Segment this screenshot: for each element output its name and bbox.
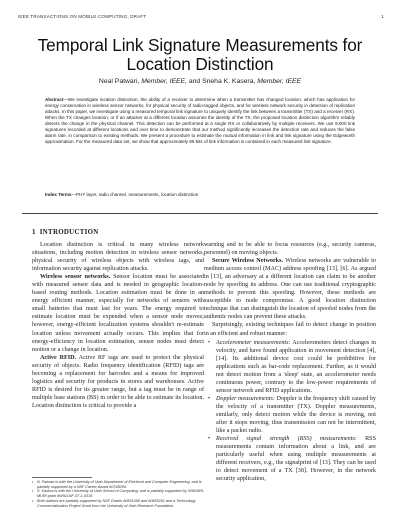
doppler-text: Doppler is the frequency shift caused by the velocity of a transmitter (TX). Doppler measurements, similarly, only detect motion while the device is moving, not after it stops moving, thus transmission can not be intermittent, like a packet radio. [216, 395, 376, 435]
technique-list [204, 339, 376, 484]
author-line [20, 78, 380, 85]
section-heading-introduction [32, 229, 99, 236]
title-line-2: Location Distinction [126, 54, 274, 74]
footnote-divider [32, 477, 92, 478]
footnote-patwari: • N. Patwari is with the University of Utah Department of Electrical and Computer Engineering, and is partially supported by a NSF Career Award #0748206. [32, 480, 202, 489]
sensor-network-paragraph [32, 273, 204, 353]
abstract-label: Abstract [45, 97, 64, 102]
footnotes [32, 480, 204, 508]
footnote-grants: • Both authors are partially supported by NSF Grants #0831490 and #0855261 and a Technology Commercialization Project Grant from the University of Utah Research Foundation. [32, 498, 196, 508]
list-item-doppler: • Doppler measurements: Doppler is the frequency shift caused by the velocity of a transmitter (TX). Doppler measurements, similarly, only detect motion while the device is moving, not after it stops moving, thus transmission can not be intermittent, like a packet radio. [208, 395, 376, 435]
rfid-continuation: warning and to be able to focus resources (e.g., security cameras, personnel) on moving objects. [204, 242, 376, 257]
index-terms-text: —PHY layer, radio channel, measurements, location distinction [71, 192, 199, 197]
doppler-head: Doppler measurements: [216, 395, 275, 402]
journal-name: IEEE TRANSACTIONS ON MOBILE COMPUTING, DRAFT [18, 14, 147, 19]
index-terms [45, 192, 355, 198]
abstract-text: —We investigate location distinction, the ability of a receiver to determine when a transmitter has changed location, which has application for energy conservation in wireless sensor networks, for physical security of radio-tagged objects, and for wireless network security in detection of replication attacks. In this paper, we investigate using a measured temporal link signature to uniquely identify the link between a transmitter (TX) and a receiver (RX). When the TX changes location, or if an attacker at a different location assumes the identity of the TX, the proposed location distinction algorithm reliably detects the change in the physical channel. This detection can be performed at a single RX or collaboratively by multiple receivers. We use 9,000 link signatures recorded at different locations and over time to demonstrate that our method significantly increases the detection rate and reduces the false alarm rate, in comparison to existing methods. We present a procedure to estimate the mutual information in link and link signature using the Edgeworth approximation. For the measured data set, we show that approximately 86 bits of link information is contained in each measured link signature. [45, 97, 355, 145]
active-rfid-head: Active RFID. [40, 354, 77, 361]
author-1: Neal Patwari, [98, 78, 140, 85]
rss-text: RSS measurements contain information about a link, and are particularly useful when using multiple measurements at different receivers, e.g., the signalprint of [13]. They can be used to detect movement of a TX [38]. However, in the network security application, [216, 436, 376, 483]
left-column [32, 241, 204, 410]
rss-head: Received signal strength (RSS) measurements: [216, 436, 357, 443]
secure-networks-paragraph [204, 257, 376, 321]
accelerometer-head: Accelerometer measurements: [216, 339, 291, 346]
footnote-kasera: • S. Kasera is with the University of Utah School of Computing, and is partially supported by UNR/ARL MURI grant #W911NF-07-1-0318. [32, 489, 204, 499]
index-terms-label: Index Terms [45, 192, 72, 197]
header-divider [22, 213, 378, 214]
sensor-network-head: Wireless sensor networks. [40, 274, 111, 281]
existing-techniques-paragraph: Surprisingly, existing techniques fail to detect change in position in an efficient and robust manner: [204, 322, 376, 337]
accelerometer-text: Accelerometers detect changes in velocity, and have found application in movement detection [4], [14]. Its additional device cost could be prohibitive for applications such as bar-code replacement. Further, as it would not detect motion from a 'sleep' state, an accelerometer needs continuous power, contrary to the low-power requirements of sensor network and RFID applications. [216, 339, 376, 394]
page-number: 1 [381, 14, 384, 19]
section-title-initial: I [39, 229, 43, 236]
secure-networks-text: Wireless networks are vulnerable to medium access control (MAC) address spoofing [13], [6]. As argued in [13], an adversary at a different location can claim to be another node by spoofing its address. One can use traditional cryptographic methods to prevent this spoofing. However, these methods are susceptible to node compromise. A good location distinction technique that can distinguish the location of spoofed nodes from the authentic nodes can prevent these attacks. [204, 258, 376, 321]
right-column [204, 241, 376, 483]
running-head [18, 14, 384, 19]
author-1-role: Member, IEEE, [141, 78, 187, 85]
list-item-accelerometer: • Accelerometer measurements: Accelerometers detect changes in velocity, and have found application in movement detection [4], [14]. Its additional device cost could be prohibitive for applications such as bar-code replacement. Further, as it would not detect motion from a 'sleep' state, an accelerometer needs continuous power, contrary to the low-power requirements of sensor network and RFID applications. [208, 339, 376, 394]
list-item-rss: • Received signal strength (RSS) measurements: RSS measurements contain information about a link, and are particularly useful when using multiple measurements at different receivers, e.g., the signalprint of [13]. They can be used to detect movement of a TX [38]. However, in the network security application, [208, 436, 376, 483]
paper-title [20, 36, 380, 74]
active-rfid-text: Active RF tags are used to protect the physical security of objects. Radio frequency identification (RFID) tags are becoming a replacement for barcodes and a means for improved logistics and security for products in stores and warehouses. Active RFID is desired for its greater range, but a tag must be in range of multiple base stations (BS) in order to be able to estimate its location. Location distinction is critical to provide a [32, 354, 204, 409]
section-number: 1 [32, 229, 36, 236]
active-rfid-paragraph [32, 354, 204, 410]
title-line-1: Temporal Link Signature Measurements for [37, 35, 363, 55]
author-2-role: Member, IEEE [257, 78, 302, 85]
intro-paragraph: Location distinction is critical in many wireless network situations, including motion detection in wireless sensor networks, physical security of wireless objects with wireless tags, and information security against replication attacks. [32, 242, 204, 273]
sensor-network-text: Sensor location must be associated with measured sensor data and is needed in geographic location-based routing methods. Location estimation must be done in an energy efficient manner, especially for networks of sensors with small batteries that must last for years. The energy required to estimate location must be expended when a sensor node moves; however, energy-efficient localization systems shouldn't re-estimate location unless movement actually occurs. This implies that for energy-efficiency in location estimation, sensor nodes must detect motion or a change in location. [32, 274, 204, 353]
author-2: and Sneha K. Kasera, [188, 78, 256, 85]
secure-networks-head: Secure Wireless Networks. [212, 258, 284, 265]
abstract [45, 97, 355, 145]
section-title-rest: NTRODUCTION [42, 229, 99, 236]
